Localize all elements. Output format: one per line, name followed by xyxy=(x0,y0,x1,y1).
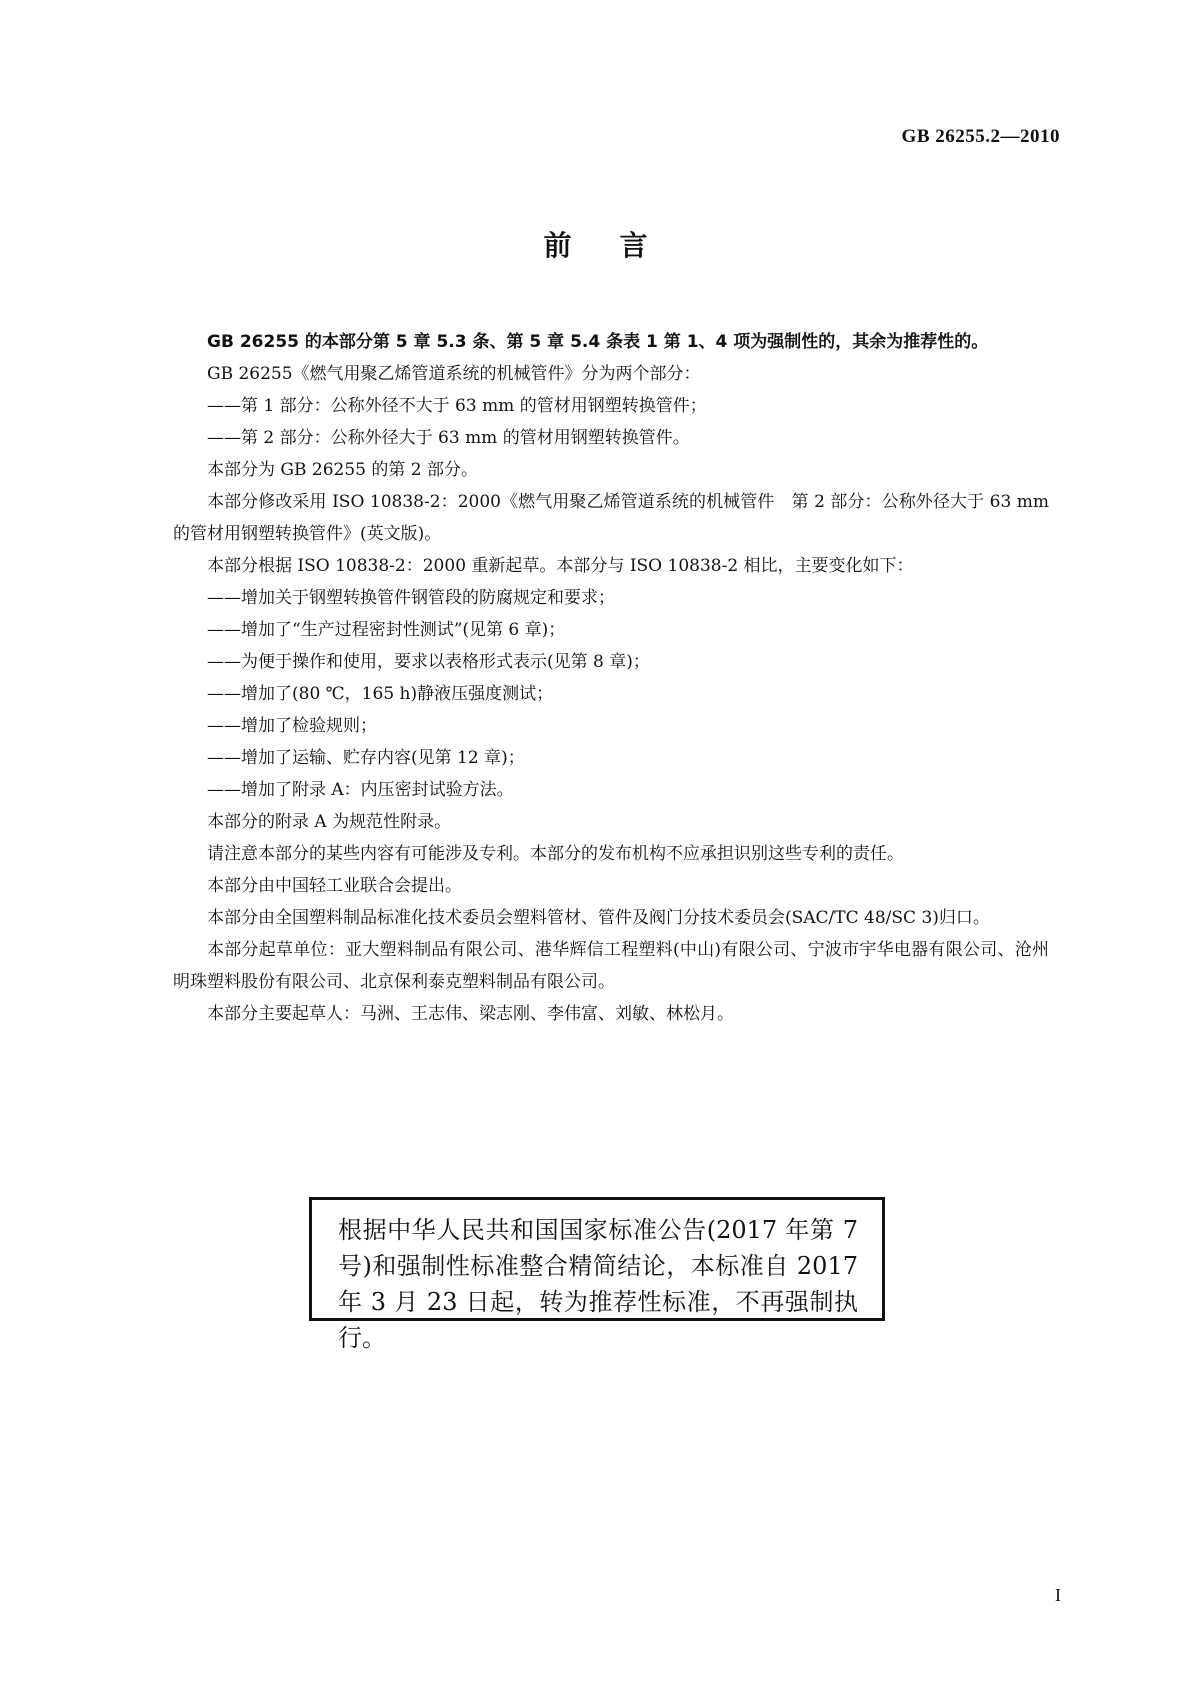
list-item: ——增加关于钢塑转换管件钢管段的防腐规定和要求； xyxy=(207,588,615,608)
list-item: ——第 2 部分：公称外径大于 63 mm 的管材用钢塑转换管件。 xyxy=(207,428,690,448)
paragraph: 本部分由中国轻工业联合会提出。 xyxy=(207,876,462,896)
notice-text: 根据中华人民共和国国家标准公告(2017 年第 7 号)和强制性标准整合精简结论，本标准自 2017 年 3 月 23 日起，转为推荐性标准，不再强制执行。 xyxy=(338,1216,858,1352)
list-item: ——增加了检验规则； xyxy=(207,716,377,736)
paragraph: 本部分根据 ISO 10838-2：2000 重新起草。本部分与 ISO 10838-2 相比，主要变化如下： xyxy=(207,556,914,576)
list-item: ——增加了(80 ℃，165 h)静液压强度测试； xyxy=(207,684,554,704)
paragraph: 请注意本部分的某些内容有可能涉及专利。本部分的发布机构不应承担识别这些专利的责任。 xyxy=(207,844,904,864)
standard-number: GB 26255.2—2010 xyxy=(901,126,1060,147)
paragraph: 本部分起草单位：亚大塑料制品有限公司、港华辉信工程塑料(中山)有限公司、宁波市宇华电器有限公司、沧州明珠塑料股份有限公司、北京保利泰克塑料制品有限公司。 xyxy=(173,940,1049,992)
list-item: ——为便于操作和使用，要求以表格形式表示(见第 8 章)； xyxy=(207,652,650,672)
paragraph: 本部分由全国塑料制品标准化技术委员会塑料管材、管件及阀门分技术委员会(SAC/TC 48/SC 3)归口。 xyxy=(207,908,990,928)
list-item: ——增加了附录 A：内压密封试验方法。 xyxy=(207,780,514,800)
page-title: 前言 xyxy=(543,229,696,262)
list-item: ——第 1 部分：公称外径不大于 63 mm 的管材用钢塑转换管件； xyxy=(207,396,707,416)
paragraph: GB 26255《燃气用聚乙烯管道系统的机械管件》分为两个部分： xyxy=(207,364,701,384)
mandatory-clause-paragraph: GB 26255 的本部分第 5 章 5.3 条、第 5 章 5.4 条表 1 第 1、4 项为强制性的，其余为推荐性的。 xyxy=(207,332,989,352)
notice-box xyxy=(309,1197,885,1352)
paragraph: 本部分主要起草人：马洲、王志伟、梁志刚、李伟富、刘敏、林松月。 xyxy=(207,1004,734,1024)
paragraph: 本部分修改采用 ISO 10838-2：2000《燃气用聚乙烯管道系统的机械管件 第 2 部分：公称外径大于 63 mm 的管材用钢塑转换管件》(英文版)。 xyxy=(173,492,1049,544)
list-item: ——增加了运输、贮存内容(见第 12 章)； xyxy=(207,748,525,768)
paragraph: 本部分的附录 A 为规范性附录。 xyxy=(207,812,452,832)
foreword-body xyxy=(173,326,1049,1030)
list-item: ——增加了“生产过程密封性测试”(见第 6 章)； xyxy=(207,620,566,640)
paragraph: 本部分为 GB 26255 的第 2 部分。 xyxy=(207,460,478,480)
page-number: I xyxy=(1055,1585,1061,1605)
